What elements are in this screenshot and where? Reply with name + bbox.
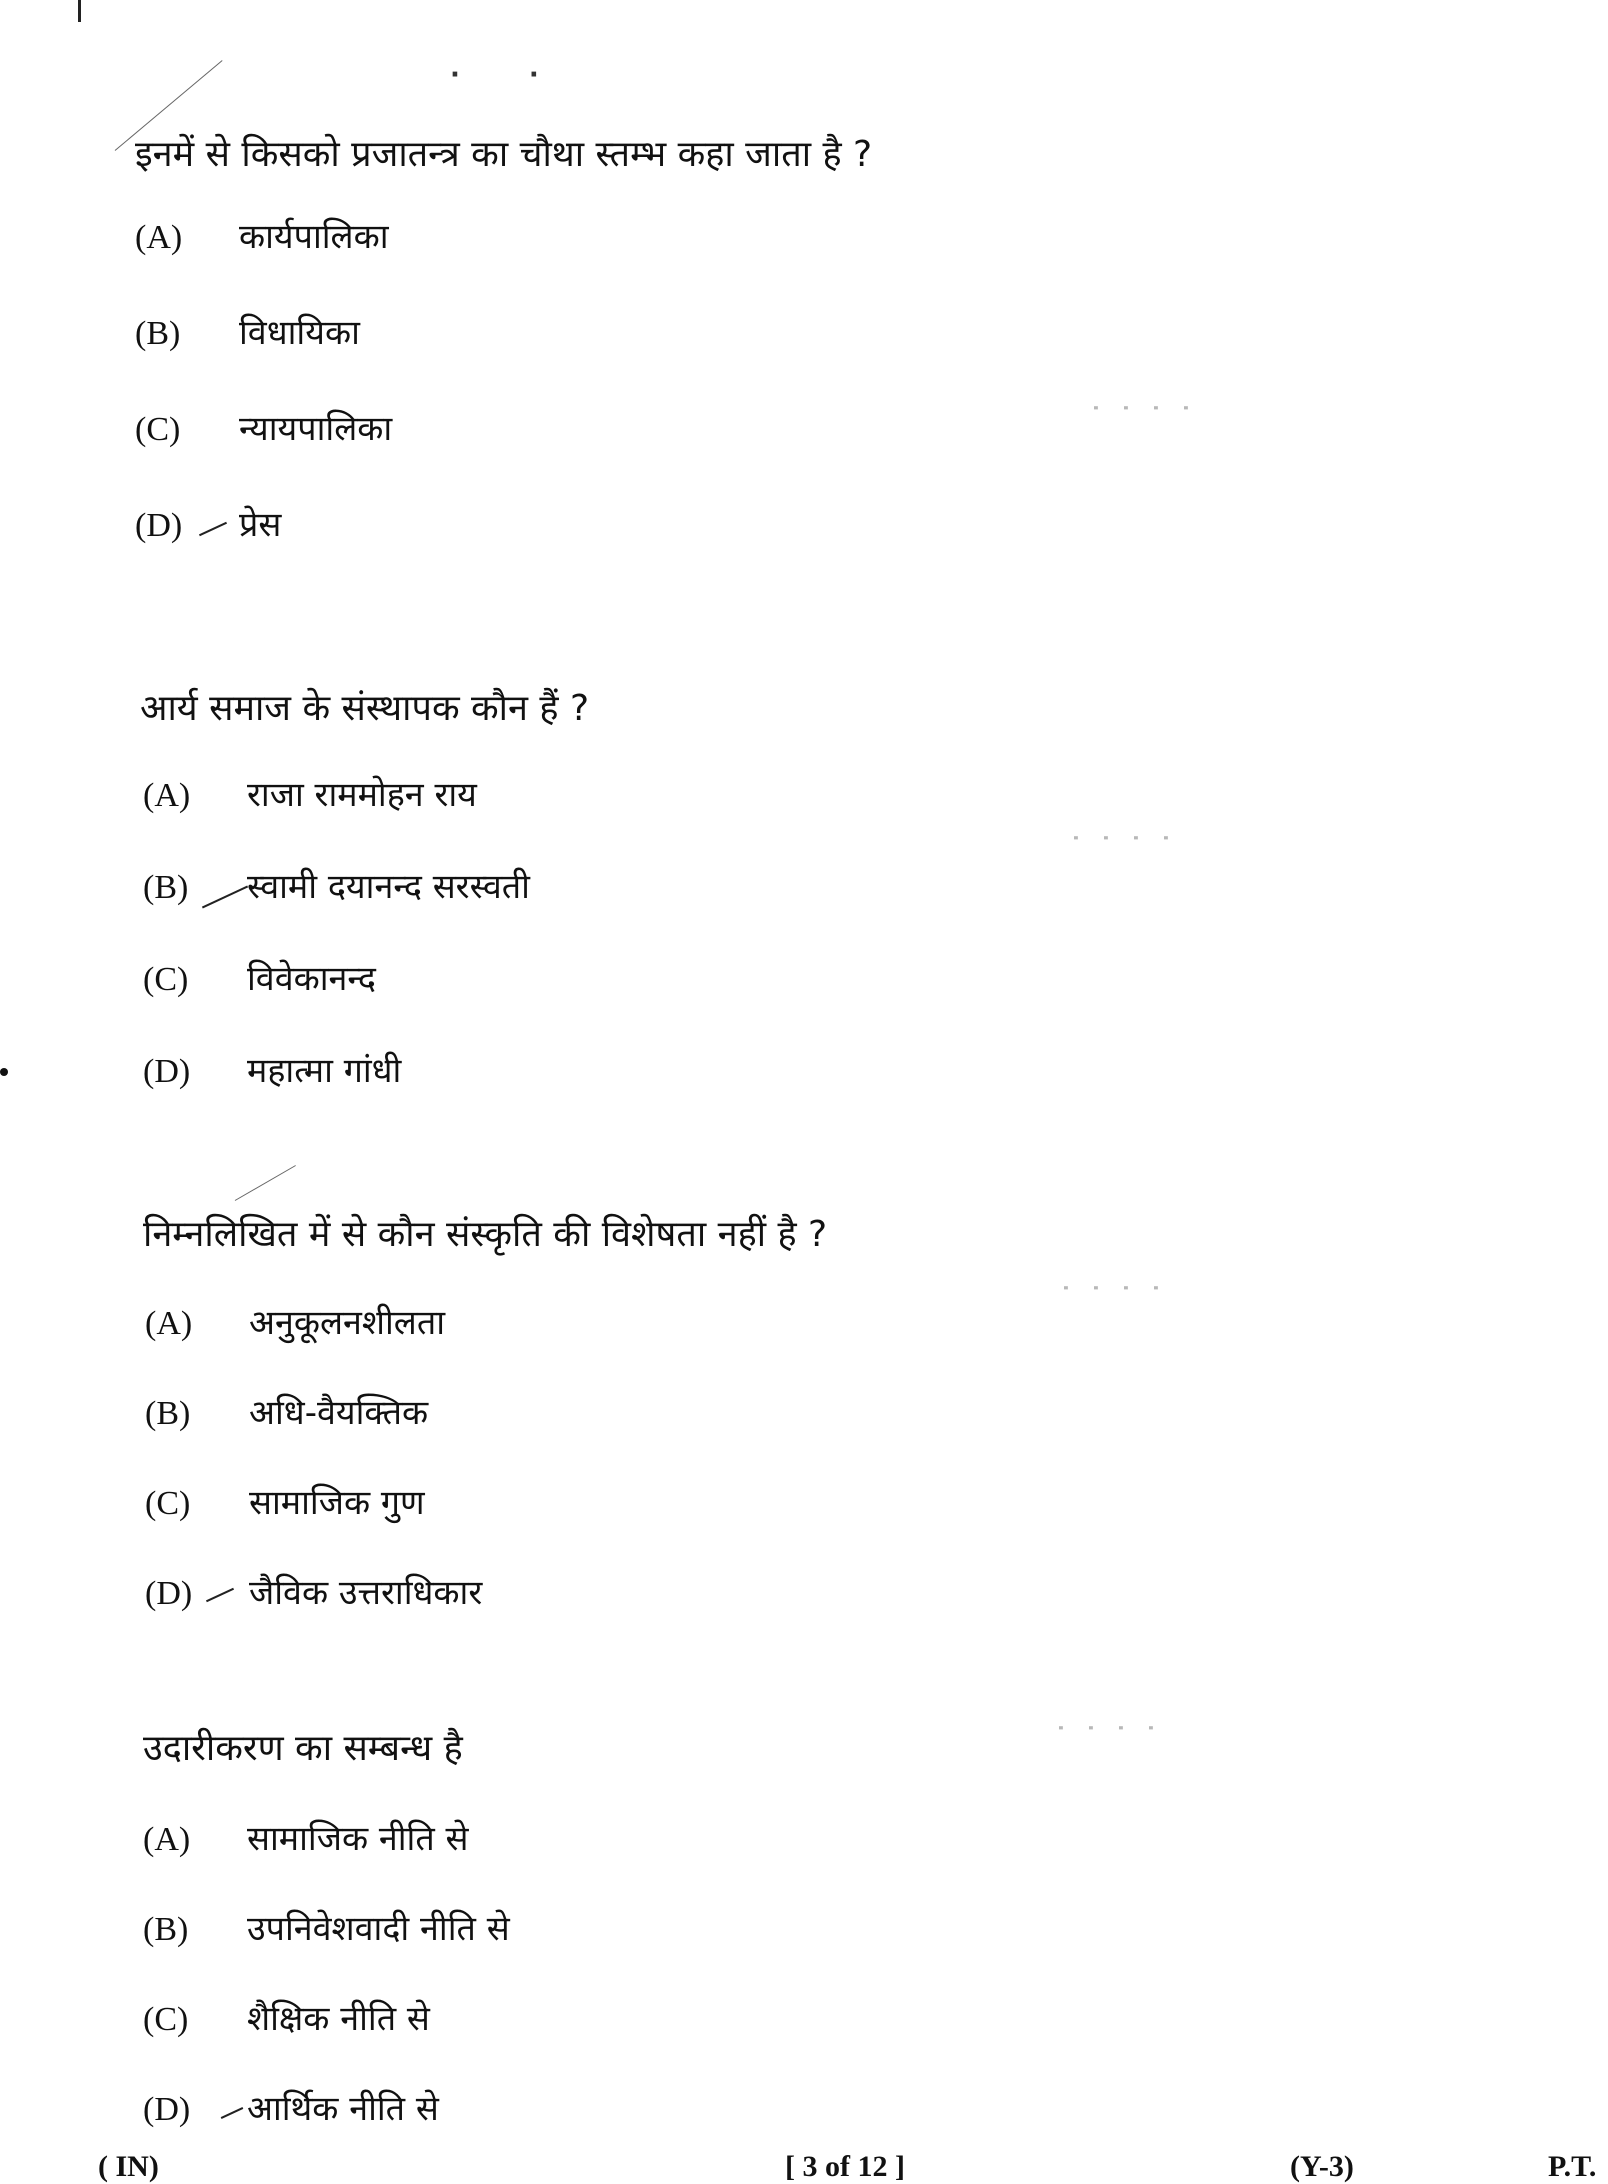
serial-stamp: · · · · [1050, 1280, 1170, 1298]
option-c[interactable] [143, 954, 376, 1000]
option-a[interactable] [143, 1814, 469, 1860]
option-a[interactable] [143, 770, 477, 816]
question-text: इनमें से किसको प्रजातन्त्र का चौथा स्तम्भ कहा जाता है ? [135, 134, 873, 175]
option-text: सामाजिक नीति से [247, 1819, 469, 1859]
serial-stamp: · · · · [1060, 830, 1180, 848]
option-text: सामाजिक गुण [249, 1483, 425, 1523]
option-b[interactable] [143, 862, 530, 908]
option-text: शैक्षिक नीति से [247, 1999, 430, 2039]
scan-noise: · · [450, 60, 569, 90]
footer-page-number: [ 3 of 12 ] [785, 2150, 905, 2183]
option-label: (A) [145, 1305, 193, 1342]
option-text: न्यायपालिका [239, 409, 393, 449]
question-text: उदारीकरण का सम्बन्ध है [143, 1728, 463, 1769]
option-c[interactable] [145, 1478, 425, 1524]
option-label: (C) [143, 2001, 189, 2038]
option-text: आर्थिक नीति से [247, 2089, 439, 2129]
option-text: कार्यपालिका [239, 217, 389, 257]
footer-left-code: ( IN) [98, 2150, 159, 2183]
option-text: प्रेस [239, 505, 282, 545]
option-label: (B) [143, 869, 189, 906]
footer-pto: P.T. [1548, 2150, 1597, 2183]
option-text: राजा राममोहन राय [247, 775, 477, 815]
option-text: विधायिका [239, 313, 360, 353]
option-label: (A) [135, 219, 183, 256]
option-d[interactable] [145, 1568, 482, 1614]
option-text: अधि-वैयक्तिक [249, 1393, 429, 1433]
option-text: विवेकानन्द [247, 959, 376, 999]
option-label: (D) [143, 1053, 191, 1090]
option-label: (D) [135, 507, 183, 544]
option-text: जैविक उत्तराधिकार [249, 1573, 483, 1613]
option-d[interactable] [143, 2084, 439, 2130]
option-label: (A) [143, 1821, 191, 1858]
option-b[interactable] [135, 308, 360, 354]
option-label: (C) [143, 961, 189, 998]
option-d[interactable] [143, 1046, 401, 1092]
option-label: (A) [143, 777, 191, 814]
option-c[interactable] [135, 404, 392, 450]
option-text: अनुकूलनशीलता [249, 1303, 446, 1343]
question-text: निम्नलिखित में से कौन संस्कृति की विशेषता नहीं है ? [143, 1214, 828, 1255]
option-b[interactable] [145, 1388, 428, 1434]
option-label: (C) [135, 411, 181, 448]
option-label: (D) [145, 1575, 193, 1612]
option-a[interactable] [145, 1298, 445, 1344]
option-label: (C) [145, 1485, 191, 1522]
option-text: स्वामी दयानन्द सरस्वती [247, 867, 530, 907]
scan-edge-dot [0, 1068, 8, 1076]
question-text: आर्य समाज के संस्थापक कौन हैं ? [140, 688, 590, 729]
option-text: महात्मा गांधी [247, 1051, 402, 1091]
option-c[interactable] [143, 1994, 430, 2040]
option-b[interactable] [143, 1904, 510, 1950]
option-text: उपनिवेशवादी नीति से [247, 1909, 510, 1949]
option-a[interactable] [135, 212, 389, 258]
pencil-stroke [235, 1165, 296, 1201]
serial-stamp: · · · · [1080, 400, 1200, 418]
option-label: (B) [143, 1911, 189, 1948]
option-label: (D) [143, 2091, 191, 2128]
scan-edge-mark [78, 0, 81, 22]
option-label: (B) [135, 315, 181, 352]
option-label: (B) [145, 1395, 191, 1432]
serial-stamp: · · · · [1045, 1720, 1165, 1738]
footer-right-code: (Y-3) [1290, 2150, 1354, 2183]
option-d[interactable] [135, 500, 281, 546]
